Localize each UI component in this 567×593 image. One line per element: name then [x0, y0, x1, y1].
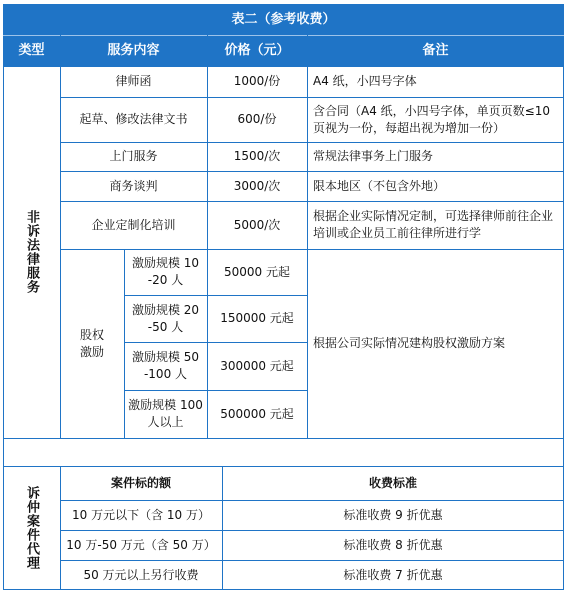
border-line — [60, 500, 564, 501]
border-line — [124, 342, 307, 343]
equity-tier-scale: 激励规模 100 人以上 — [128, 398, 203, 429]
note-cell: 含合同（A4 纸，小四号字体，单页页数≤10 页视为一份，每超出视为增加一份） — [313, 103, 550, 135]
service-cell: 律师函 — [115, 74, 152, 88]
border-line — [3, 589, 564, 590]
note-cell: 根据企业实际情况定制，可选择律师前往企业培训或企业员工前往律所进行学 — [313, 209, 554, 240]
service-cell: 起草、修改法律文书 — [79, 112, 188, 126]
price-cell: 600/份 — [237, 112, 277, 126]
equity-label: 股权激励 — [79, 327, 104, 359]
border-line — [3, 4, 564, 5]
litigation-header-fee: 收费标准 — [368, 475, 417, 490]
equity-tier-price: 150000 元起 — [220, 311, 294, 325]
price-cell: 3000/次 — [233, 178, 281, 193]
header-price: 价格（元） — [207, 35, 307, 66]
price-cell: 5000/次 — [233, 217, 281, 232]
border-line — [207, 35, 208, 439]
border-line — [124, 249, 125, 439]
litigation-amount: 50 万元以上另行收费 — [83, 567, 199, 582]
price-cell: 1000/份 — [233, 74, 281, 88]
note-cell: 常规法律事务上门服务 — [313, 149, 434, 163]
border-line — [60, 97, 564, 98]
litigation-fee: 标准收费 7 折优惠 — [343, 567, 443, 582]
note-cell: 限本地区（不包含外地） — [313, 178, 446, 193]
litigation-amount: 10 万元以下（含 10 万） — [72, 507, 210, 522]
litigation-amount: 10 万-50 万元（含 50 万） — [66, 537, 216, 552]
border-line — [60, 35, 61, 439]
border-line — [60, 530, 564, 531]
border-line — [60, 171, 564, 172]
header-note: 备注 — [307, 35, 564, 66]
section-litigation-label: 诉仲案件代理 — [24, 486, 39, 570]
service-cell: 商务谈判 — [109, 178, 158, 193]
border-line — [3, 66, 564, 67]
border-line — [60, 201, 564, 202]
border-line — [563, 4, 564, 590]
service-cell: 上门服务 — [109, 149, 158, 163]
border-line — [307, 35, 308, 439]
table-title: 表二（参考收费） — [3, 4, 564, 35]
border-line — [60, 560, 564, 561]
equity-note: 根据公司实际情况建构股权激励方案 — [313, 336, 506, 350]
border-line — [60, 466, 61, 590]
litigation-header-amount: 案件标的额 — [110, 475, 171, 490]
header-type: 类型 — [3, 35, 60, 66]
litigation-fee: 标准收费 8 折优惠 — [343, 537, 443, 552]
equity-tier-scale: 激励规模 50-100 人 — [131, 350, 200, 381]
note-cell: A4 纸，小四号字体 — [313, 74, 417, 88]
equity-tier-price: 50000 元起 — [224, 264, 290, 279]
border-line — [60, 142, 564, 143]
border-line — [3, 35, 564, 36]
litigation-fee: 标准收费 9 折优惠 — [343, 507, 443, 522]
equity-tier-price: 300000 元起 — [220, 358, 294, 373]
border-line — [124, 295, 307, 296]
price-cell: 1500/次 — [233, 149, 281, 163]
equity-tier-price: 500000 元起 — [220, 406, 294, 421]
border-line — [222, 466, 223, 590]
border-line — [3, 466, 564, 467]
service-cell: 企业定制化培训 — [91, 217, 176, 232]
border-line — [60, 249, 564, 250]
equity-tier-scale: 激励规模 10-20 人 — [131, 256, 200, 287]
border-line — [3, 4, 4, 590]
section-non-litigation-label: 非诉法律服务 — [24, 210, 39, 294]
border-line — [124, 390, 307, 391]
equity-tier-scale: 激励规模 20-50 人 — [131, 302, 200, 334]
border-line — [3, 438, 564, 439]
header-service: 服务内容 — [60, 35, 207, 66]
